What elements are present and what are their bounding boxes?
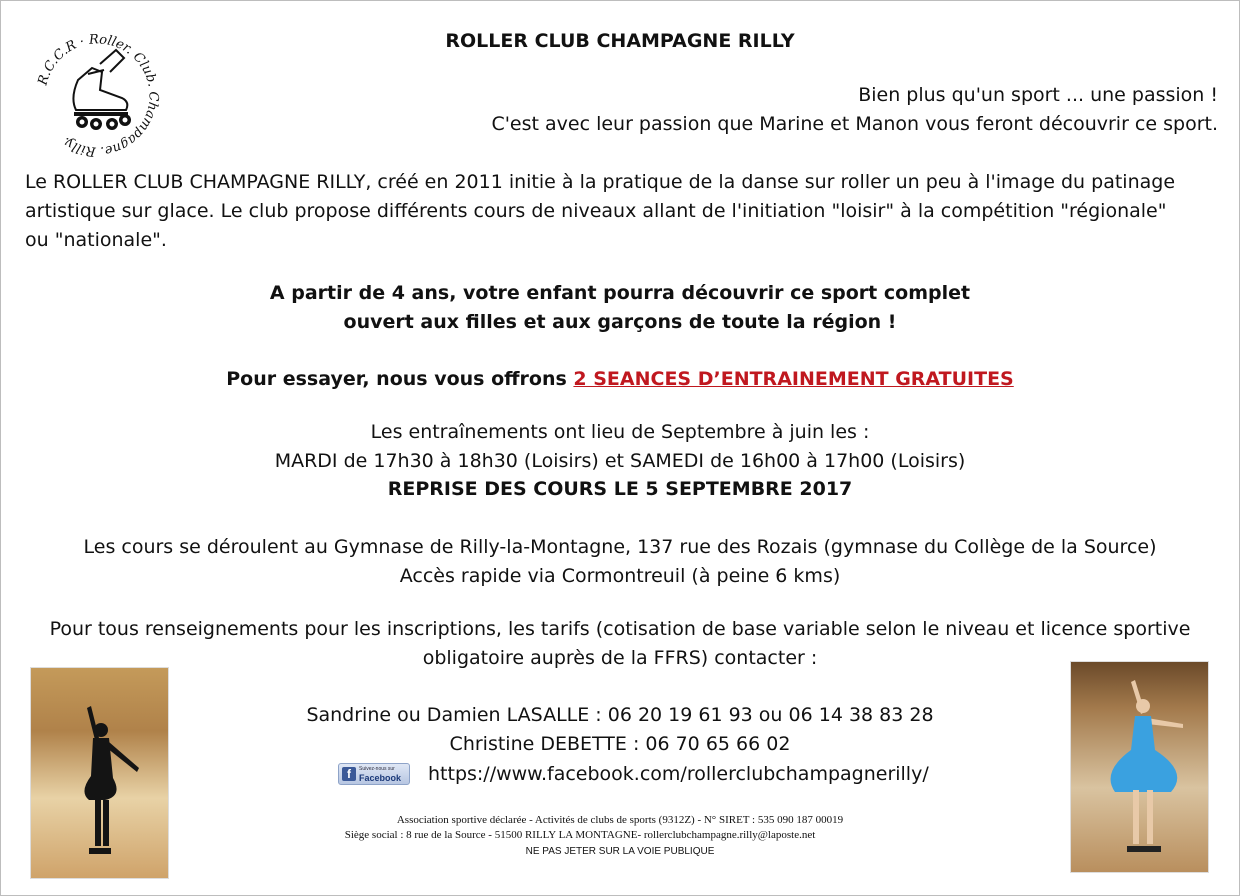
footer-legal-line: Association sportive déclarée - Activités de clubs de sports (9312Z) - N° SIRET : 535 090 187 00019 bbox=[396, 814, 844, 826]
offer-line bbox=[0, 365, 1240, 394]
facebook-badge-small-text: Suivez-nous sur bbox=[359, 766, 395, 772]
facebook-follow-badge[interactable] bbox=[338, 763, 410, 785]
facebook-icon: f bbox=[342, 767, 356, 781]
footer-notice: NE PAS JETER SUR LA VOIE PUBLIQUE bbox=[525, 846, 715, 857]
schedule-resume-date: REPRISE DES COURS LE 5 SEPTEMBRE 2017 bbox=[387, 478, 853, 500]
skater-photo-left bbox=[30, 667, 169, 879]
roller-skate-logo-icon bbox=[30, 28, 165, 163]
location-line-1: Les cours se déroulent au Gymnase de Rilly-la-Montagne, 137 rue des Rozais (gymnase du Collège de la Source) bbox=[83, 536, 1157, 558]
intro-line-2: artistique sur glace. Le club propose différents cours de niveaux allant de l'initiation "loisir" à la compétition "régionale" bbox=[25, 200, 1167, 222]
skater-figure-icon bbox=[1071, 662, 1208, 872]
free-sessions-emphasis: 2 SEANCES D’ENTRAINEMENT GRATUITES bbox=[573, 368, 1014, 390]
tagline-line-1: Bien plus qu'un sport ... une passion ! bbox=[858, 84, 1218, 106]
facebook-url-link[interactable]: https://www.facebook.com/rollerclubchampagnerilly/ bbox=[428, 763, 929, 785]
highlight-line-1: A partir de 4 ans, votre enfant pourra découvrir ce sport complet bbox=[269, 282, 971, 304]
skater-photo-right bbox=[1070, 661, 1209, 873]
page-title: ROLLER CLUB CHAMPAGNE RILLY bbox=[445, 30, 795, 52]
logo-ring-text: R.C.C.R · Roller. Club. Champagne. Rilly. bbox=[35, 32, 161, 159]
schedule-line-1: Les entraînements ont lieu de Septembre à juin les : bbox=[370, 421, 870, 443]
highlight-line-2: ouvert aux filles et aux garçons de toute la région ! bbox=[343, 311, 897, 333]
info-line-1: Pour tous renseignements pour les inscriptions, les tarifs (cotisation de base variable selon le niveau et licence sportive bbox=[49, 618, 1191, 640]
location-line-2: Accès rapide via Cormontreuil (à peine 6 kms) bbox=[399, 565, 841, 587]
intro-line-1: Le ROLLER CLUB CHAMPAGNE RILLY, créé en 2011 initie à la pratique de la danse sur roller un peu à l'image du patinage bbox=[25, 171, 1176, 193]
footer-address-line: Siège social : 8 rue de la Source - 51500 RILLY LA MONTAGNE- rollerclubchampagne.rilly@laposte.net bbox=[344, 829, 816, 841]
intro-line-3: ou "nationale". bbox=[25, 229, 167, 251]
info-line-2: obligatoire auprès de la FFRS) contacter : bbox=[422, 647, 818, 669]
contact-debette: Christine DEBETTE : 06 70 65 66 02 bbox=[449, 733, 791, 755]
club-logo bbox=[30, 28, 165, 163]
offer-prefix: Pour essayer, nous vous offrons bbox=[226, 368, 574, 390]
schedule-line-2: MARDI de 17h30 à 18h30 (Loisirs) et SAMEDI de 16h00 à 17h00 (Loisirs) bbox=[274, 450, 966, 472]
skater-figure-icon bbox=[31, 668, 168, 878]
facebook-badge-text: Facebook bbox=[359, 773, 402, 783]
tagline-line-2: C'est avec leur passion que Marine et Manon vous feront découvrir ce sport. bbox=[491, 113, 1218, 135]
contact-lasalle: Sandrine ou Damien LASALLE : 06 20 19 61 93 ou 06 14 38 83 28 bbox=[306, 704, 934, 726]
